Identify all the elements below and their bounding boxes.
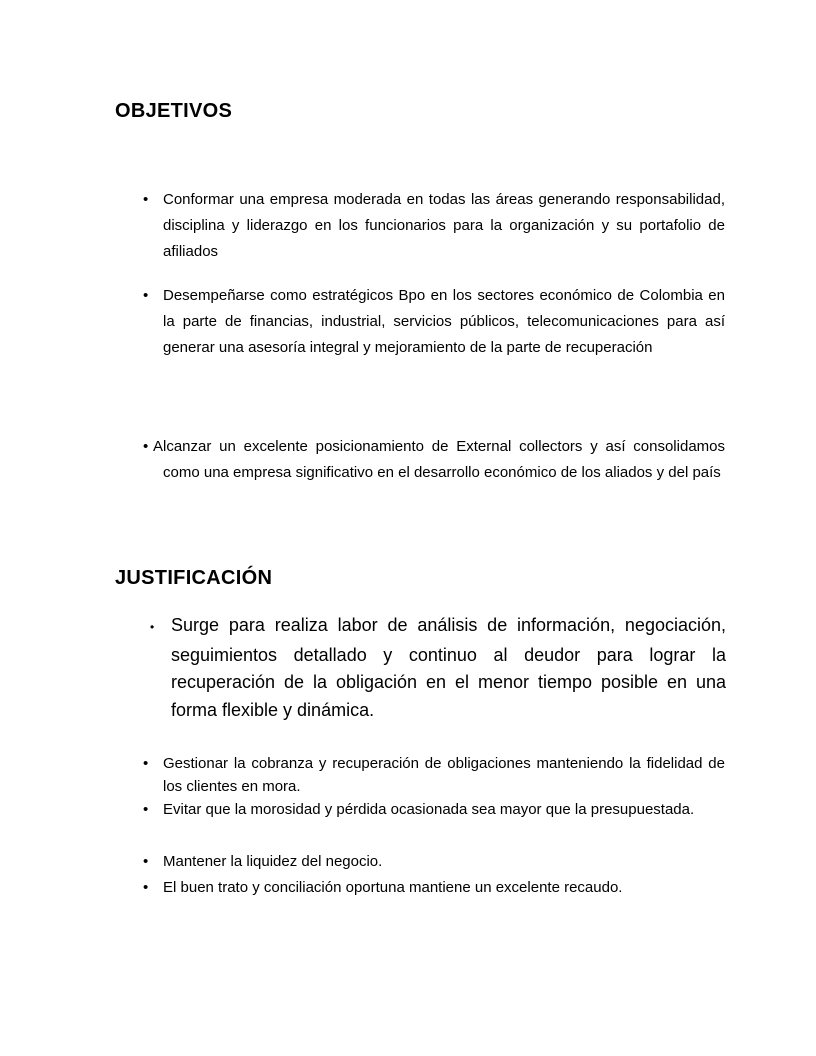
objetivo-text-2: Desempeñarse como estratégicos Bpo en los sectores económico de Colombia en la parte de financias, industrial, servicios públicos, telecomunicaciones para así generar una asesoría integral y mejoramiento de la parte de recuperación xyxy=(163,287,725,356)
bullet: • xyxy=(143,438,149,455)
bullet: • xyxy=(143,853,149,870)
bullet: • xyxy=(143,755,149,772)
justificacion-text-1: Surge para realiza labor de análisis de información, negociación, seguimientos detallado y continuo al deudor para lograr la recuperación de la obligación en el menor tiempo posible en una forma flexible y dinámica. xyxy=(171,615,726,720)
objetivo-text-3: Alcanzar un excelente posicionamiento de External collectors y así consolidamos como una empresa significativo en el desarrollo económico de los aliados y del país xyxy=(153,438,725,481)
justificacion-text-2: Gestionar la cobranza y recuperación de obligaciones manteniendo la fidelidad de los clientes en mora. xyxy=(163,755,725,795)
objetivo-text-1: Conformar una empresa moderada en todas las áreas generando responsabilidad, disciplina y liderazgo en los funcionarios para la organización y su portafolio de afiliados xyxy=(163,191,725,260)
bullet: • xyxy=(150,620,155,634)
justificacion-item-1 xyxy=(150,612,726,724)
justificacion-item-3 xyxy=(143,798,725,821)
objetivo-item-1 xyxy=(143,187,725,265)
bullet: • xyxy=(143,191,149,208)
justificacion-text-3: Evitar que la morosidad y pérdida ocasionada sea mayor que la presupuestada. xyxy=(163,801,695,818)
objetivos-heading: OBJETIVOS xyxy=(115,100,233,122)
justificacion-item-4 xyxy=(143,850,725,873)
bullet: • xyxy=(143,287,149,304)
objetivo-item-3 xyxy=(143,434,725,486)
justificacion-heading: JUSTIFICACIÓN xyxy=(115,567,273,589)
justificacion-item-2 xyxy=(143,752,725,798)
justificacion-item-5 xyxy=(143,876,725,899)
bullet: • xyxy=(143,801,149,818)
justificacion-text-5: El buen trato y conciliación oportuna mantiene un excelente recaudo. xyxy=(163,879,623,896)
justificacion-text-4: Mantener la liquidez del negocio. xyxy=(163,853,383,870)
bullet: • xyxy=(143,879,149,896)
objetivo-item-2 xyxy=(143,283,725,361)
